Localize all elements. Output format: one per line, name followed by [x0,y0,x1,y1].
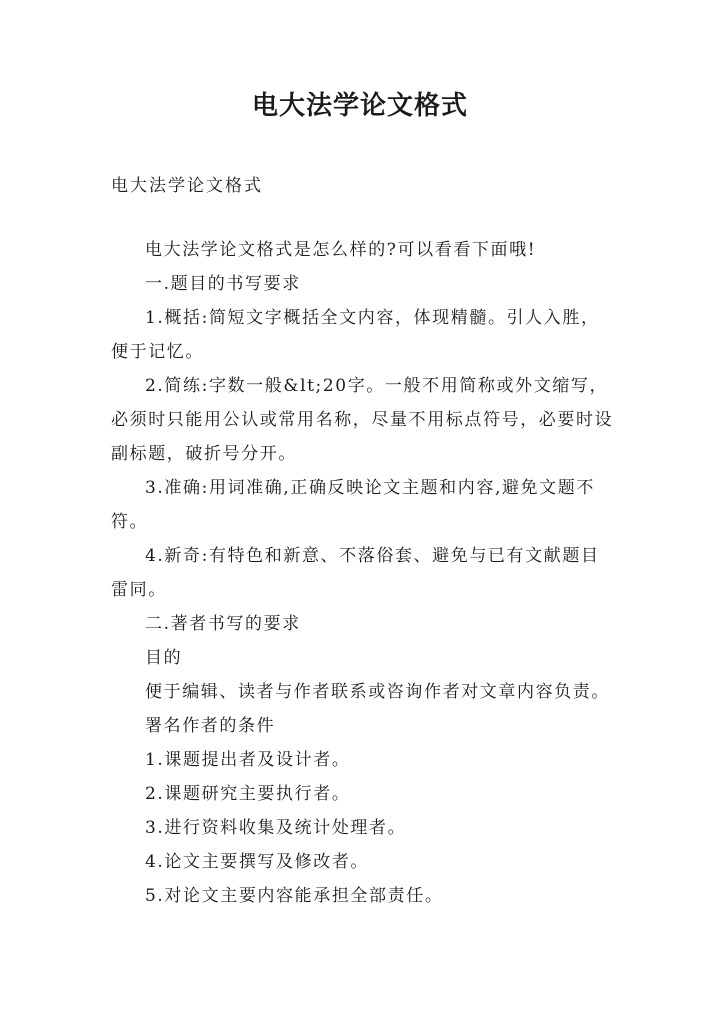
section-heading-author-requirements: 二.著者书写的要求 [145,614,301,634]
list-item: 2.课题研究主要执行者。 [145,784,351,804]
document-title: 电大法学论文格式 [251,91,468,121]
subheading-purpose: 目的 [145,648,183,668]
document-subtitle: 电大法学论文格式 [111,176,263,196]
paragraph-purpose: 便于编辑、读者与作者联系或咨询作者对文章内容负责。 [145,682,610,702]
paragraph-item: 2.简练:字数一般&lt;20字。一般不用简称或外文缩写，必须时只能用公认或常用名称，尽量不用标点符号，必要时设副标题，破折号分开。 [111,376,614,464]
paragraph-item: 4.新奇:有特色和新意、不落俗套、避免与已有文献题目雷同。 [111,546,600,600]
document-body [111,233,616,913]
subheading-author-conditions: 署名作者的条件 [145,716,276,736]
paragraph-item: 1.概括:简短文字概括全文内容，体现精髓。引人入胜，便于记忆。 [111,308,600,362]
list-item: 1.课题提出者及设计者。 [145,750,351,770]
list-item: 4.论文主要撰写及修改者。 [145,852,370,872]
list-item: 5.对论文主要内容能承担全部责任。 [145,886,444,906]
paragraph-item: 3.准确:用词准确,正确反映论文主题和内容,避免文题不符。 [111,478,595,532]
section-heading-title-requirements: 一.题目的书写要求 [145,274,301,294]
list-item: 3.进行资料收集及统计处理者。 [145,818,407,838]
paragraph-intro: 电大法学论文格式是怎么样的?可以看看下面哦! [145,240,537,260]
